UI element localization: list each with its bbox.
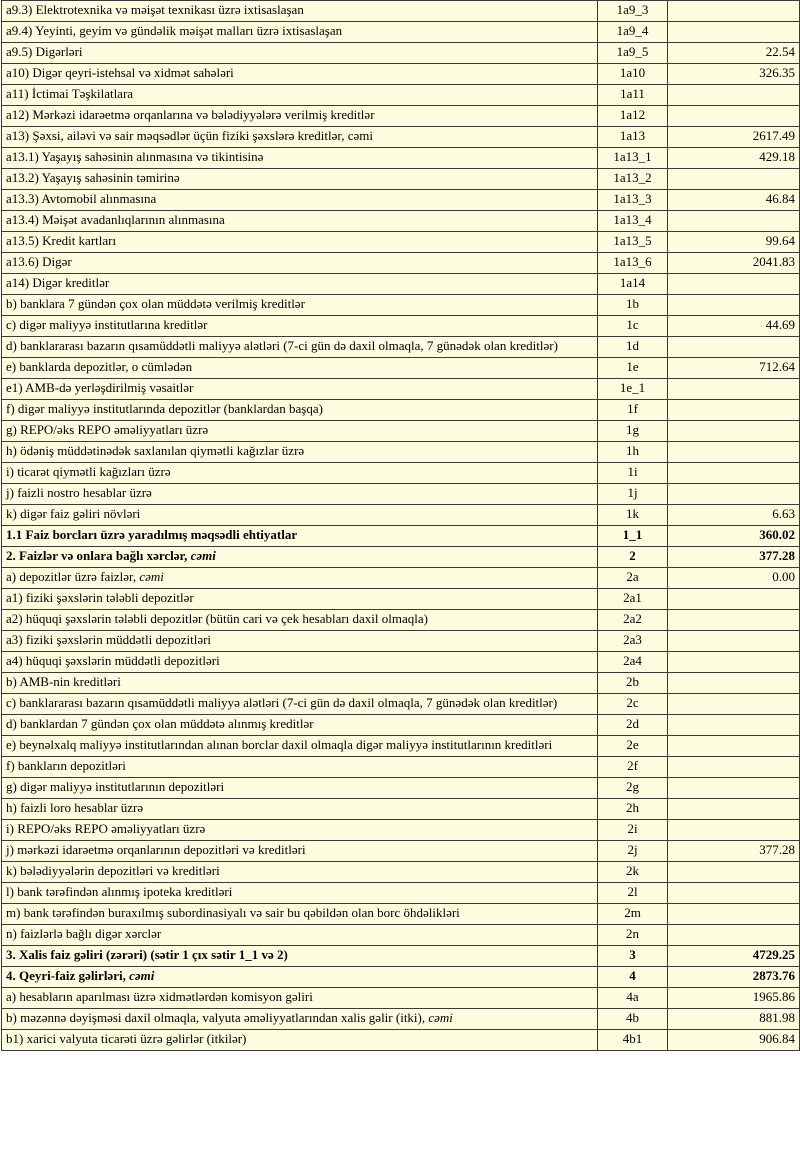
row-label xyxy=(2,967,598,988)
table-row xyxy=(2,1,800,22)
table-row xyxy=(2,883,800,904)
row-value: 46.84 xyxy=(668,190,800,211)
row-label xyxy=(2,568,598,589)
row-label: a10) Digər qeyri-istehsal və xidmət sahələri xyxy=(2,64,598,85)
table-row xyxy=(2,778,800,799)
row-value xyxy=(668,757,800,778)
row-label: m) bank tərəfindən buraxılmış subordinasiyalı və sair bu qəbildən olan borc öhdəlikləri xyxy=(2,904,598,925)
table-row xyxy=(2,799,800,820)
row-label-emphasis: cəmi xyxy=(129,968,155,984)
row-code: 1h xyxy=(598,442,668,463)
row-code: 1a13_1 xyxy=(598,148,668,169)
row-value: 881.98 xyxy=(668,1009,800,1030)
row-value xyxy=(668,778,800,799)
row-label: n) faizlərlə bağlı digər xərclər xyxy=(2,925,598,946)
table-row xyxy=(2,106,800,127)
row-code: 1j xyxy=(598,484,668,505)
table-row xyxy=(2,64,800,85)
row-label: a11) İctimai Təşkilatlara xyxy=(2,85,598,106)
row-label: e1) AMB-də yerləşdirilmiş vəsaitlər xyxy=(2,379,598,400)
row-value xyxy=(668,379,800,400)
row-code: 1k xyxy=(598,505,668,526)
row-value xyxy=(668,631,800,652)
row-label: i) ticarət qiymətli kağızları üzrə xyxy=(2,463,598,484)
row-code: 1a10 xyxy=(598,64,668,85)
row-code: 1g xyxy=(598,421,668,442)
table-row xyxy=(2,568,800,589)
table-row xyxy=(2,631,800,652)
table-row xyxy=(2,22,800,43)
table-row xyxy=(2,421,800,442)
row-value: 2617.49 xyxy=(668,127,800,148)
table-row xyxy=(2,253,800,274)
row-code: 1f xyxy=(598,400,668,421)
row-value: 22.54 xyxy=(668,43,800,64)
row-label: d) banklardan 7 gündən çox olan müddətə alınmış kreditlər xyxy=(2,715,598,736)
row-label-text: 2. Faizlər və onlara bağlı xərclər, xyxy=(6,548,191,564)
row-value xyxy=(668,652,800,673)
row-code: 1e xyxy=(598,358,668,379)
row-code: 2j xyxy=(598,841,668,862)
row-label xyxy=(2,547,598,568)
table-row xyxy=(2,295,800,316)
table-row xyxy=(2,316,800,337)
table-row xyxy=(2,505,800,526)
row-label: k) bələdiyyələrin depozitləri və kreditləri xyxy=(2,862,598,883)
row-label-emphasis: cəmi xyxy=(428,1010,453,1026)
table-row xyxy=(2,862,800,883)
row-code: 1i xyxy=(598,463,668,484)
table-row xyxy=(2,988,800,1009)
table-row xyxy=(2,715,800,736)
row-label-text: 4. Qeyri-faiz gəlirləri, xyxy=(6,968,130,984)
table-row xyxy=(2,526,800,547)
row-value: 6.63 xyxy=(668,505,800,526)
table-row xyxy=(2,463,800,484)
row-label: h) ödəniş müddətinədək saxlanılan qiymətli kağızlar üzrə xyxy=(2,442,598,463)
row-code: 1c xyxy=(598,316,668,337)
row-value: 429.18 xyxy=(668,148,800,169)
row-value xyxy=(668,106,800,127)
table-row xyxy=(2,442,800,463)
row-code: 1a13 xyxy=(598,127,668,148)
row-label: a13.4) Məişət avadanlıqlarının alınmasına xyxy=(2,211,598,232)
row-label: j) mərkəzi idarəetmə orqanlarının depozitləri və kreditləri xyxy=(2,841,598,862)
row-code: 2i xyxy=(598,820,668,841)
row-label: b) AMB-nin kreditləri xyxy=(2,673,598,694)
table-row xyxy=(2,820,800,841)
table-row xyxy=(2,904,800,925)
row-code: 1a13_4 xyxy=(598,211,668,232)
row-label: a13.6) Digər xyxy=(2,253,598,274)
table-row xyxy=(2,337,800,358)
row-value xyxy=(668,1,800,22)
row-code: 2l xyxy=(598,883,668,904)
row-label: e) beynəlxalq maliyyə institutlarından alınan borclar daxil olmaqla digər maliyyə institutlarının kreditləri xyxy=(2,736,598,757)
row-label: a12) Mərkəzi idarəetmə orqanlarına və bələdiyyələrə verilmiş kreditlər xyxy=(2,106,598,127)
row-value: 377.28 xyxy=(668,841,800,862)
row-code: 2m xyxy=(598,904,668,925)
table-row xyxy=(2,232,800,253)
row-label: i) REPO/əks REPO əməliyyatları üzrə xyxy=(2,820,598,841)
row-value xyxy=(668,337,800,358)
row-label: a14) Digər kreditlər xyxy=(2,274,598,295)
table-row xyxy=(2,967,800,988)
row-code: 2b xyxy=(598,673,668,694)
row-value xyxy=(668,799,800,820)
row-value xyxy=(668,925,800,946)
row-code: 1a13_5 xyxy=(598,232,668,253)
row-value: 1965.86 xyxy=(668,988,800,1009)
row-label: a9.3) Elektrotexnika və məişət texnikası üzrə ixtisaslaşan xyxy=(2,1,598,22)
row-label: a) hesabların aparılması üzrə xidmətlərdən komisyon gəliri xyxy=(2,988,598,1009)
row-code: 2a xyxy=(598,568,668,589)
row-value: 906.84 xyxy=(668,1030,800,1051)
row-label: a13.2) Yaşayış sahəsinin təmirinə xyxy=(2,169,598,190)
row-value xyxy=(668,715,800,736)
row-label: a2) hüquqi şəxslərin tələbli depozitlər (bütün cari və çek hesabları daxil olmaqla) xyxy=(2,610,598,631)
row-label: a1) fiziki şəxslərin tələbli depozitlər xyxy=(2,589,598,610)
row-label: a13.1) Yaşayış sahəsinin alınmasına və tikintisinə xyxy=(2,148,598,169)
row-code: 2d xyxy=(598,715,668,736)
row-code: 4b1 xyxy=(598,1030,668,1051)
table-row xyxy=(2,43,800,64)
row-code: 2g xyxy=(598,778,668,799)
row-label: g) REPO/əks REPO əməliyyatları üzrə xyxy=(2,421,598,442)
row-code: 2a4 xyxy=(598,652,668,673)
row-label: a9.5) Digərləri xyxy=(2,43,598,64)
row-code: 2n xyxy=(598,925,668,946)
row-value: 326.35 xyxy=(668,64,800,85)
row-label: 1.1 Faiz borcları üzrə yaradılmış məqsədli ehtiyatlar xyxy=(2,526,598,547)
row-code: 1b xyxy=(598,295,668,316)
table-row xyxy=(2,379,800,400)
row-code: 4 xyxy=(598,967,668,988)
row-code: 1a12 xyxy=(598,106,668,127)
row-value xyxy=(668,904,800,925)
row-code: 4b xyxy=(598,1009,668,1030)
row-value xyxy=(668,442,800,463)
row-label-text: a) depozitlər üzrə faizlər, xyxy=(6,569,140,585)
row-label: c) digər maliyyə institutlarına kreditlər xyxy=(2,316,598,337)
row-code: 2f xyxy=(598,757,668,778)
row-code: 1a11 xyxy=(598,85,668,106)
table-row xyxy=(2,211,800,232)
table-row xyxy=(2,694,800,715)
table-row xyxy=(2,1030,800,1051)
row-value xyxy=(668,400,800,421)
row-code: 1a13_3 xyxy=(598,190,668,211)
row-code: 4a xyxy=(598,988,668,1009)
table-row xyxy=(2,274,800,295)
row-code: 1a13_6 xyxy=(598,253,668,274)
row-value: 4729.25 xyxy=(668,946,800,967)
row-code: 2e xyxy=(598,736,668,757)
row-code: 1a14 xyxy=(598,274,668,295)
row-value: 2041.83 xyxy=(668,253,800,274)
table-row xyxy=(2,610,800,631)
row-code: 1_1 xyxy=(598,526,668,547)
row-code: 2h xyxy=(598,799,668,820)
row-value xyxy=(668,820,800,841)
row-label: a4) hüquqi şəxslərin müddətli depozitləri xyxy=(2,652,598,673)
row-value xyxy=(668,862,800,883)
table-row xyxy=(2,925,800,946)
row-value xyxy=(668,295,800,316)
row-code: 2a2 xyxy=(598,610,668,631)
row-code: 2a3 xyxy=(598,631,668,652)
row-label: l) bank tərəfindən alınmış ipoteka kreditləri xyxy=(2,883,598,904)
row-label xyxy=(2,1009,598,1030)
row-label: a13) Şəxsi, ailəvi və sair məqsədlər üçün fiziki şəxslərə kreditlər, cəmi xyxy=(2,127,598,148)
table-row xyxy=(2,85,800,106)
row-code: 1a13_2 xyxy=(598,169,668,190)
table-row xyxy=(2,652,800,673)
table-row xyxy=(2,547,800,568)
row-value xyxy=(668,610,800,631)
row-code: 1e_1 xyxy=(598,379,668,400)
row-value xyxy=(668,694,800,715)
row-value xyxy=(668,463,800,484)
row-label: j) faizli nostro hesablar üzrə xyxy=(2,484,598,505)
row-label: a9.4) Yeyinti, geyim və gündəlik məişət malları üzrə ixtisaslaşan xyxy=(2,22,598,43)
table-row xyxy=(2,148,800,169)
row-label-text: b) məzənnə dəyişməsi daxil olmaqla, valyuta əməliyyatlarından xalis gəlir (itki), xyxy=(6,1010,429,1026)
table-row xyxy=(2,1009,800,1030)
row-label: f) bankların depozitləri xyxy=(2,757,598,778)
row-value xyxy=(668,421,800,442)
table-row xyxy=(2,673,800,694)
row-label: f) digər maliyyə institutlarında depozitlər (banklardan başqa) xyxy=(2,400,598,421)
row-label: a13.5) Kredit kartları xyxy=(2,232,598,253)
row-value: 0.00 xyxy=(668,568,800,589)
row-code: 1a9_3 xyxy=(598,1,668,22)
table-row xyxy=(2,400,800,421)
table-row xyxy=(2,736,800,757)
row-value xyxy=(668,484,800,505)
row-label: a13.3) Avtomobil alınmasına xyxy=(2,190,598,211)
row-label: g) digər maliyyə institutlarının depozitləri xyxy=(2,778,598,799)
income-statement-table xyxy=(1,0,800,1051)
row-code: 2a1 xyxy=(598,589,668,610)
table-row xyxy=(2,757,800,778)
table-row xyxy=(2,946,800,967)
row-value xyxy=(668,673,800,694)
row-value xyxy=(668,274,800,295)
row-label: e) banklarda depozitlər, o cümlədən xyxy=(2,358,598,379)
row-value xyxy=(668,589,800,610)
row-value: 44.69 xyxy=(668,316,800,337)
row-label: b) banklara 7 gündən çox olan müddətə verilmiş kreditlər xyxy=(2,295,598,316)
row-value xyxy=(668,169,800,190)
table-row xyxy=(2,169,800,190)
row-value: 377.28 xyxy=(668,547,800,568)
row-value: 99.64 xyxy=(668,232,800,253)
row-label-emphasis: cəmi xyxy=(190,548,216,564)
row-label: k) digər faiz gəliri növləri xyxy=(2,505,598,526)
table-row xyxy=(2,127,800,148)
row-value: 2873.76 xyxy=(668,967,800,988)
table-row xyxy=(2,484,800,505)
row-label: d) banklararası bazarın qısamüddətli maliyyə alətləri (7-ci gün də daxil olmaqla, 7 günədək olan kreditlər) xyxy=(2,337,598,358)
table-row xyxy=(2,841,800,862)
table-row xyxy=(2,589,800,610)
row-code: 3 xyxy=(598,946,668,967)
row-value: 712.64 xyxy=(668,358,800,379)
table-row xyxy=(2,190,800,211)
row-value xyxy=(668,736,800,757)
row-value: 360.02 xyxy=(668,526,800,547)
row-value xyxy=(668,85,800,106)
table-row xyxy=(2,358,800,379)
row-code: 1a9_4 xyxy=(598,22,668,43)
row-label: b1) xarici valyuta ticarəti üzrə gəlirlər (itkilər) xyxy=(2,1030,598,1051)
row-code: 2 xyxy=(598,547,668,568)
row-label: a3) fiziki şəxslərin müddətli depozitləri xyxy=(2,631,598,652)
row-code: 1d xyxy=(598,337,668,358)
row-code: 1a9_5 xyxy=(598,43,668,64)
row-value xyxy=(668,883,800,904)
row-label: h) faizli loro hesablar üzrə xyxy=(2,799,598,820)
row-value xyxy=(668,22,800,43)
row-label-emphasis: cəmi xyxy=(139,569,164,585)
row-value xyxy=(668,211,800,232)
row-label: c) banklararası bazarın qısamüddətli maliyyə alətləri (7-ci gün də daxil olmaqla, 7 günədək olan kreditlər) xyxy=(2,694,598,715)
row-code: 2k xyxy=(598,862,668,883)
table-body xyxy=(2,1,800,1051)
row-code: 2c xyxy=(598,694,668,715)
row-label: 3. Xalis faiz gəliri (zərəri) (sətir 1 çıx sətir 1_1 və 2) xyxy=(2,946,598,967)
